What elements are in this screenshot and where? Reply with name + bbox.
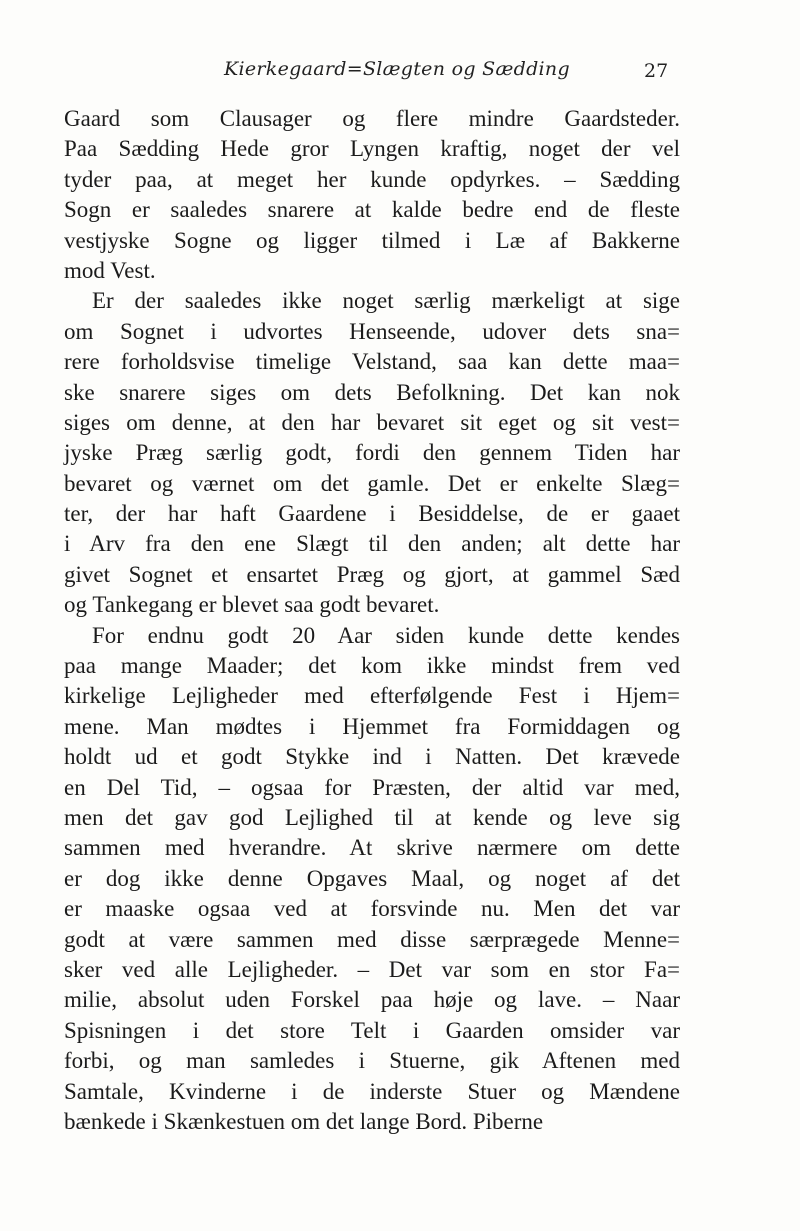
text-line: Gaard som Clausager og flere mindre Gaardsteder. [64,106,680,131]
text-line: godt at være sammen med disse særprægede Menne= [64,926,680,952]
text-line: en Del Tid, – ogsaa for Præsten, der altid var med, [64,774,680,800]
text-line: om Sognet i udvortes Henseende, udover dets sna= [64,318,680,344]
text-line: ter, der har haft Gaardene i Besiddelse, de er gaaet [64,501,680,527]
text-line: kirkelige Lejligheder med efterfølgende Fest i Hjem= [64,683,680,709]
text-line: men det gav god Lejlighed til at kende og leve sig [64,804,680,830]
text-line: ske snarere siges om dets Befolkning. Det kan nok [64,379,680,405]
text-line: Spisningen i det store Telt i Gaarden omsider var [64,1017,680,1043]
text-line: Er der saaledes ikke noget særlig mærkeligt at sige [92,288,680,314]
text-line: er dog ikke denne Opgaves Maal, og noget af det [64,865,680,891]
text-line: Samtale, Kvinderne i de inderste Stuer og Mændene [64,1078,680,1104]
text-line: mod Vest. [64,257,156,283]
text-line: holdt ud et godt Stykke ind i Natten. Det krævede [64,744,680,770]
text-line: jyske Præg særlig godt, fordi den gennem Tiden har [64,440,680,466]
text-line: bevaret og værnet om det gamle. Det er enkelte Slæg= [64,470,680,496]
text-line: er maaske ogsaa ved at forsvinde nu. Men det var [64,896,680,922]
text-line: og Tankegang er blevet saa godt bevaret. [64,592,440,618]
text-line: vestjyske Sogne og ligger tilmed i Læ af Bakkerne [64,227,680,253]
text-line: For endnu godt 20 Aar siden kunde dette kendes [92,622,680,648]
text-line: bænkede i Skænkestuen om det lange Bord. Piberne [64,1108,544,1134]
text-line: mene. Man mødtes i Hjemmet fra Formiddagen og [64,713,680,739]
text-line: rere forholdsvise timelige Velstand, saa kan dette maa= [64,349,680,375]
text-line: Sogn er saaledes snarere at kalde bedre end de fleste [64,197,680,223]
text-line: i Arv fra den ene Slægt til den anden; alt dette har [64,531,680,557]
text-line: Paa Sædding Hede gror Lyngen kraftig, noget der vel [64,136,680,162]
text-line: paa mange Maader; det kom ikke mindst frem ved [64,653,680,679]
text-line: siges om denne, at den har bevaret sit eget og sit vest= [64,409,680,435]
body-text [64,104,680,1137]
page-number: 27 [644,60,669,82]
text-line: milie, absolut uden Forskel paa høje og lave. – Naar [64,987,680,1013]
text-line: sker ved alle Lejligheder. – Det var som en stor Fa= [64,956,680,982]
text-line: givet Sognet et ensartet Præg og gjort, at gammel Sæd [64,561,680,587]
text-line: sammen med hverandre. At skrive nærmere om dette [64,835,680,861]
text-line: forbi, og man samledes i Stuerne, gik Aftenen med [64,1048,680,1074]
running-title: Kierkegaard=Slægten og Sædding [224,58,570,80]
text-line: tyder paa, at meget her kunde opdyrkes. – Sædding [64,166,680,192]
